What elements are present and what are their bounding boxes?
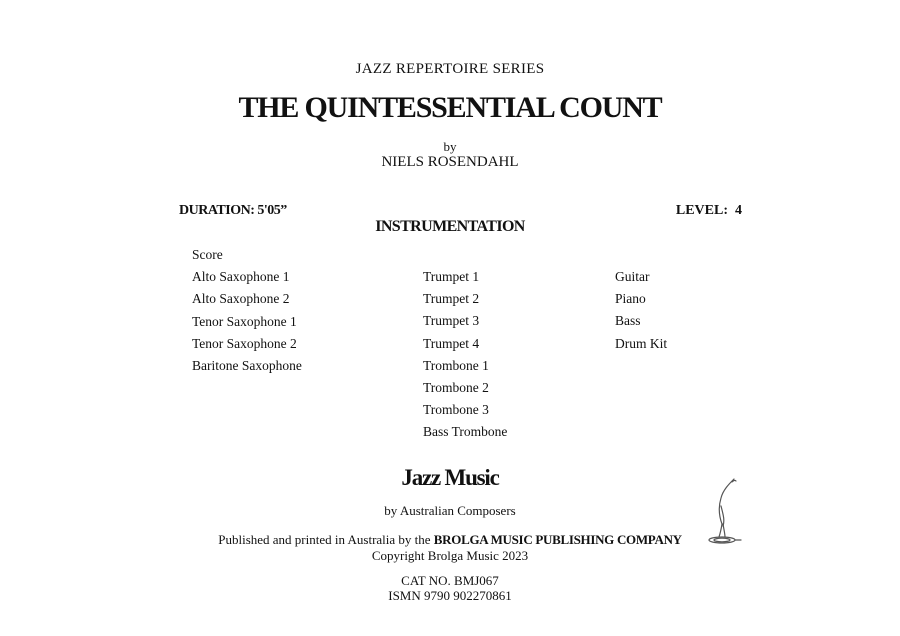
instrument-item: Trumpet 2 bbox=[423, 291, 480, 307]
instrument-item: Baritone Saxophone bbox=[192, 357, 302, 373]
copyright-line: Copyright Brolga Music 2023 bbox=[371, 548, 529, 563]
instrument-item: Trombone 3 bbox=[423, 402, 489, 418]
instrument-item: Trombone 2 bbox=[423, 379, 489, 395]
instrument-item: Tenor Saxophone 2 bbox=[192, 335, 297, 351]
instrumentation-heading: INSTRUMENTATION bbox=[375, 218, 525, 235]
instrument-item: Alto Saxophone 2 bbox=[192, 291, 290, 307]
instrument-item: Tenor Saxophone 1 bbox=[192, 313, 297, 329]
publisher-name: BROLGA MUSIC PUBLISHING COMPANY bbox=[433, 532, 682, 547]
instrument-item: Guitar bbox=[615, 269, 650, 284]
brolga-bird-logo-icon bbox=[705, 476, 745, 548]
level-label: LEVEL: 4 bbox=[675, 203, 742, 218]
instrument-item: Trombone 1 bbox=[423, 357, 489, 373]
instrument-item: Bass bbox=[615, 313, 641, 329]
instrument-item: Piano bbox=[615, 291, 646, 307]
instrument-item: Alto Saxophone 1 bbox=[192, 269, 290, 285]
instrument-item: Bass Trombone bbox=[423, 424, 508, 440]
instrument-item: Trumpet 1 bbox=[423, 269, 480, 284]
instrument-item: Drum Kit bbox=[615, 335, 668, 351]
published-line bbox=[0, 532, 900, 548]
instrument-item: Trumpet 4 bbox=[423, 335, 480, 351]
instrument-column-3 bbox=[615, 266, 667, 355]
ismn-number: ISMN 9790 902270861 bbox=[388, 588, 512, 603]
series-name: Jazz Music bbox=[401, 465, 499, 490]
instrument-column-1 bbox=[192, 244, 302, 377]
instrument-item: Trumpet 3 bbox=[423, 313, 480, 329]
piece-title: THE QUINTESSENTIAL COUNT bbox=[238, 91, 662, 124]
by-australian-composers: by Australian Composers bbox=[384, 503, 516, 518]
instrument-item: Score bbox=[192, 247, 223, 262]
instrument-column-2 bbox=[423, 266, 507, 444]
by-label: by bbox=[443, 139, 457, 154]
published-prefix: Published and printed in Australia by the bbox=[218, 532, 434, 547]
duration-label: DURATION: 5'05” bbox=[179, 203, 287, 218]
series-title: JAZZ REPERTOIRE SERIES bbox=[355, 61, 545, 77]
composer-name: NIELS ROSENDAHL bbox=[381, 154, 519, 170]
catalog-number: CAT NO. BMJ067 bbox=[401, 573, 499, 588]
